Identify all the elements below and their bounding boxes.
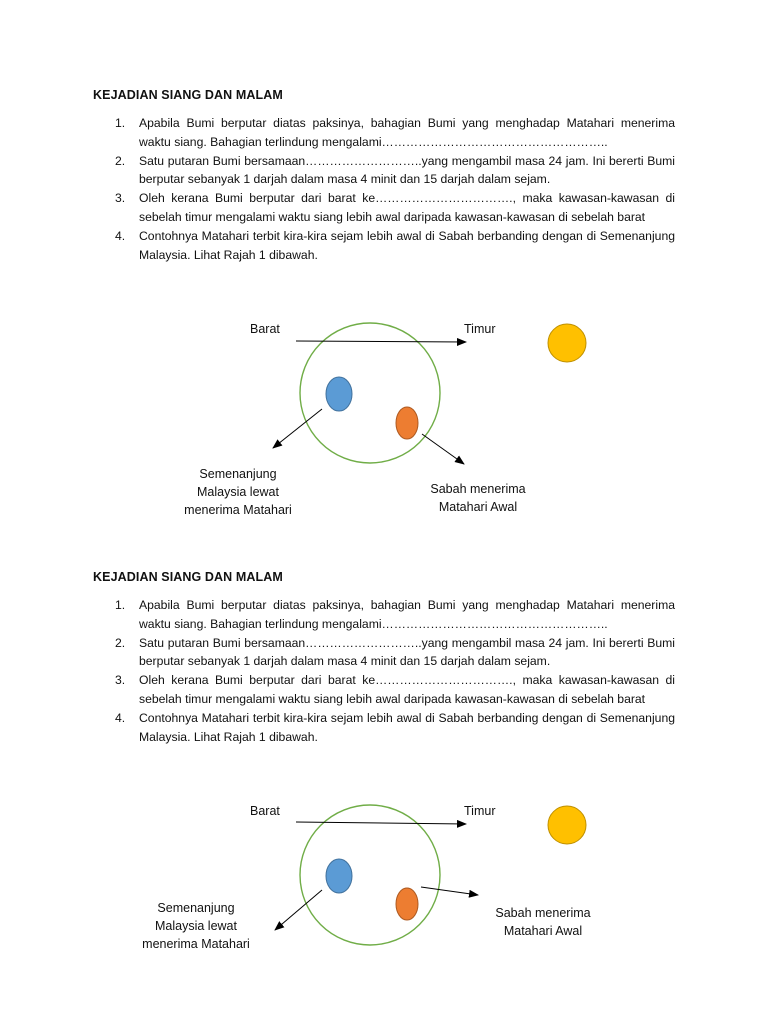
west-label: Barat (250, 804, 280, 818)
list-item-text: Oleh kerana Bumi berputar dari barat ke……………………………., maka kawasan-kawasan di sebelah timur mengalami waktu siang lebih awal daripada kawasan-kawasan di sebelah barat (139, 191, 675, 224)
list-item: 4. Contohnya Matahari terbit kira-kira sejam lebih awal di Sabah berbanding dengan di Semenanjung Malaysia. Lihat Rajah 1 dibawah. (115, 711, 675, 744)
list-item: 2. Satu putaran Bumi bersamaan………………………..yang mengambil masa 24 jam. Ini bererti Bumi berputar sebanyak 1 darjah dalam masa 4 minit dan 15 darjah dalam sejam. (115, 153, 675, 187)
list-item: 1. Apabila Bumi berputar diatas paksinya, bahagian Bumi yang menghadap Matahari menerima waktu siang. Bahagian terlindung mengalami……………………………………………….. (115, 116, 675, 149)
list-item: 1. Apabila Bumi berputar diatas paksinya, bahagian Bumi yang menghadap Matahari menerima waktu siang. Bahagian terlindung mengalami……………………………………………….. (115, 598, 675, 631)
peninsular-location-dot (326, 859, 352, 893)
list-item: 4. Contohnya Matahari terbit kira-kira sejam lebih awal di Sabah berbanding dengan di Semenanjung Malaysia. Lihat Rajah 1 dibawah. (115, 229, 675, 262)
section-2 (0, 482, 768, 952)
sabah-location-dot (396, 888, 418, 920)
sabah-location-dot (396, 407, 418, 439)
sabah-caption: Sabah menerima Matahari Awal (430, 482, 526, 514)
page-title: KEJADIAN SIANG DAN MALAM (93, 570, 283, 584)
earth-circle-icon (300, 323, 440, 463)
list-item-text: Satu putaran Bumi bersamaan………………………..yang mengambil masa 24 jam. Ini bererti Bumi berputar sebanyak 1 darjah dalam masa 4 minit dan 15 darjah dalam sejam. (139, 635, 675, 669)
rotation-diagram (0, 482, 768, 1024)
list-item-text: Apabila Bumi berputar diatas paksinya, bahagian Bumi yang menghadap Matahari menerima waktu siang. Bahagian terlindung mengalami……………………………………………….. (139, 116, 675, 149)
list-item-text: Oleh kerana Bumi berputar dari barat ke……………………………., maka kawasan-kawasan di sebelah timur mengalami waktu siang lebih awal daripada kawasan-kawasan di sebelah barat (139, 673, 675, 706)
list-item-text: Contohnya Matahari terbit kira-kira sejam lebih awal di Sabah berbanding dengan di Semenanjung Malaysia. Lihat Rajah 1 dibawah. (139, 229, 675, 262)
list-item-text: Contohnya Matahari terbit kira-kira sejam lebih awal di Sabah berbanding dengan di Semenanjung Malaysia. Lihat Rajah 1 dibawah. (139, 711, 675, 744)
peninsular-caption: Semenanjung Malaysia lewat menerima Matahari (184, 467, 292, 517)
sun-icon (548, 806, 586, 844)
list-item: 2. Satu putaran Bumi bersamaan………………………..yang mengambil masa 24 jam. Ini bererti Bumi berputar sebanyak 1 darjah dalam masa 4 minit dan 15 darjah dalam sejam. (115, 635, 675, 669)
list-item: 3. Oleh kerana Bumi berputar dari barat ke……………………………., maka kawasan-kawasan di sebelah timur mengalami waktu siang lebih awal daripada kawasan-kawasan di sebelah barat (115, 191, 675, 224)
east-label: Timur (464, 804, 496, 818)
list-item: 3. Oleh kerana Bumi berputar dari barat ke……………………………., maka kawasan-kawasan di sebelah timur mengalami waktu siang lebih awal daripada kawasan-kawasan di sebelah barat (115, 673, 675, 706)
sabah-caption: Sabah menerima Matahari Awal (495, 906, 591, 938)
east-label: Timur (464, 322, 496, 336)
sabah-pointer-arrow (421, 887, 478, 895)
peninsular-pointer-arrow (273, 409, 322, 448)
rotation-diagram (0, 0, 768, 470)
list-item-text: Apabila Bumi berputar diatas paksinya, bahagian Bumi yang menghadap Matahari menerima waktu siang. Bahagian terlindung mengalami……………………………………………….. (139, 598, 675, 631)
peninsular-caption: Semenanjung Malaysia lewat menerima Matahari (142, 901, 250, 951)
sabah-pointer-arrow (422, 434, 464, 464)
list-item-text: Satu putaran Bumi bersamaan………………………..yang mengambil masa 24 jam. Ini bererti Bumi berputar sebanyak 1 darjah dalam masa 4 minit dan 15 darjah dalam sejam. (139, 153, 675, 187)
peninsular-pointer-arrow (275, 890, 322, 930)
west-label: Barat (250, 322, 280, 336)
earth-circle-icon (300, 805, 440, 945)
page-title: KEJADIAN SIANG DAN MALAM (93, 88, 283, 102)
peninsular-location-dot (326, 377, 352, 411)
sun-icon (548, 324, 586, 362)
